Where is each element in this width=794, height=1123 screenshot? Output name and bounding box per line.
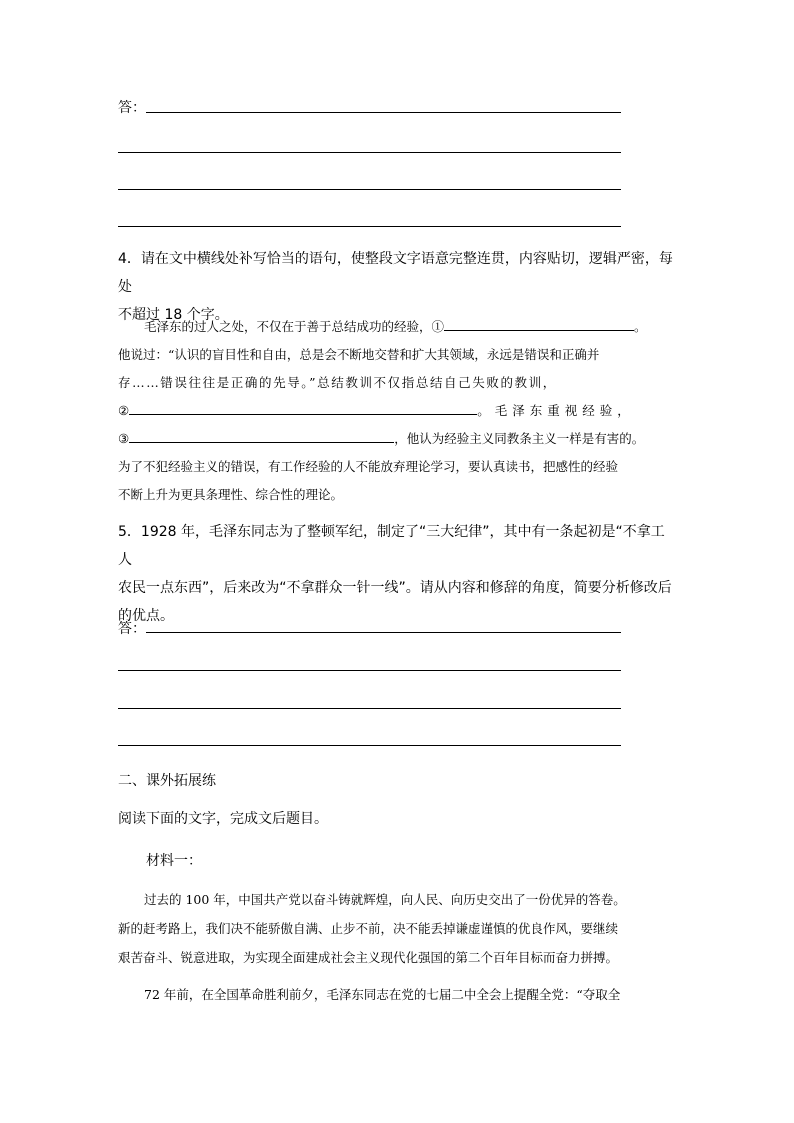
passage	[118, 313, 678, 509]
answer-line[interactable]	[146, 632, 621, 633]
passage-line: 为了不犯经验主义的错误，有工作经验的人不能放弃理论学习，要认真读书，把感性的经验	[118, 459, 619, 474]
answer-line[interactable]	[118, 189, 621, 190]
passage-line	[118, 425, 678, 453]
passage-text: 。毛泽东重视经验，	[477, 403, 635, 418]
passage-line: 存……错误往往是正确的先导。”总结教训不仅指总结自己失败的教训，	[118, 375, 557, 390]
answer-label: 答：	[118, 100, 146, 116]
answer-line[interactable]	[118, 226, 621, 227]
question-4-line: 4．请在文中横线处补写恰当的语句，使整段文字语意完整连贯，内容贴切，逻辑严密，每处	[118, 251, 673, 295]
material-line: 艰苦奋斗、锐意进取，为实现全面建成社会主义现代化强国的第二个百年目标而奋力拼搏。	[118, 950, 619, 965]
passage-text: ②	[118, 403, 130, 418]
answer-line[interactable]	[118, 152, 621, 153]
answer-line[interactable]	[146, 112, 621, 113]
question-5	[118, 518, 678, 630]
passage-text: ，他认为经验主义同教条主义一样是有害的。	[394, 431, 645, 446]
question-5-line: 的优点。	[118, 608, 174, 624]
material-line: 新的赶考路上，我们决不能骄傲自满、止步不前，决不能丢掉谦虚谨慎的优良作风，要继续	[118, 921, 619, 936]
passage-text: 毛泽东的过人之处，不仅在于善于总结成功的经验，①	[144, 319, 445, 334]
answer-line[interactable]	[118, 670, 621, 671]
material-title: 材料一：	[146, 853, 202, 869]
answer-line[interactable]	[118, 745, 621, 746]
passage-line: 不断上升为更具条理性、综合性的理论。	[118, 487, 344, 502]
material-one	[118, 885, 678, 1009]
question-5-line: 5．1928 年，毛泽东同志为了整顿军纪，制定了“三大纪律”，其中有一条起初是“不拿工人	[118, 524, 665, 568]
passage-line	[118, 397, 678, 425]
blank-2[interactable]	[129, 400, 477, 415]
material-line: 过去的 100 年，中国共产党以奋斗铸就辉煌，向人民、向历史交出了一份优异的答卷。	[144, 892, 626, 907]
material-line: 72 年前，在全国革命胜利前夕，毛泽东同志在党的七届二中全会上提醒全党：“夺取全	[144, 987, 621, 1002]
question-4-line: 不超过 18 个字。	[118, 307, 229, 323]
section-instruction: 阅读下面的文字，完成文后题目。	[118, 811, 328, 827]
answer-line[interactable]	[118, 708, 621, 709]
passage-line: 他说过：“认识的盲目性和自由，总是会不断地交替和扩大其领域，永远是错误和正确并	[118, 347, 600, 362]
question-5-line: 农民一点东西”，后来改为“不拿群众一针一线”。请从内容和修辞的角度，简要分析修改后	[118, 580, 672, 596]
section-heading: 二、课外拓展练	[118, 773, 216, 789]
blank-3[interactable]	[129, 428, 394, 443]
passage-text: ③	[118, 431, 130, 446]
blank-1[interactable]	[444, 316, 634, 331]
answer-label: 答：	[118, 621, 146, 637]
passage-text: 。	[634, 319, 647, 334]
passage-line	[118, 313, 678, 341]
